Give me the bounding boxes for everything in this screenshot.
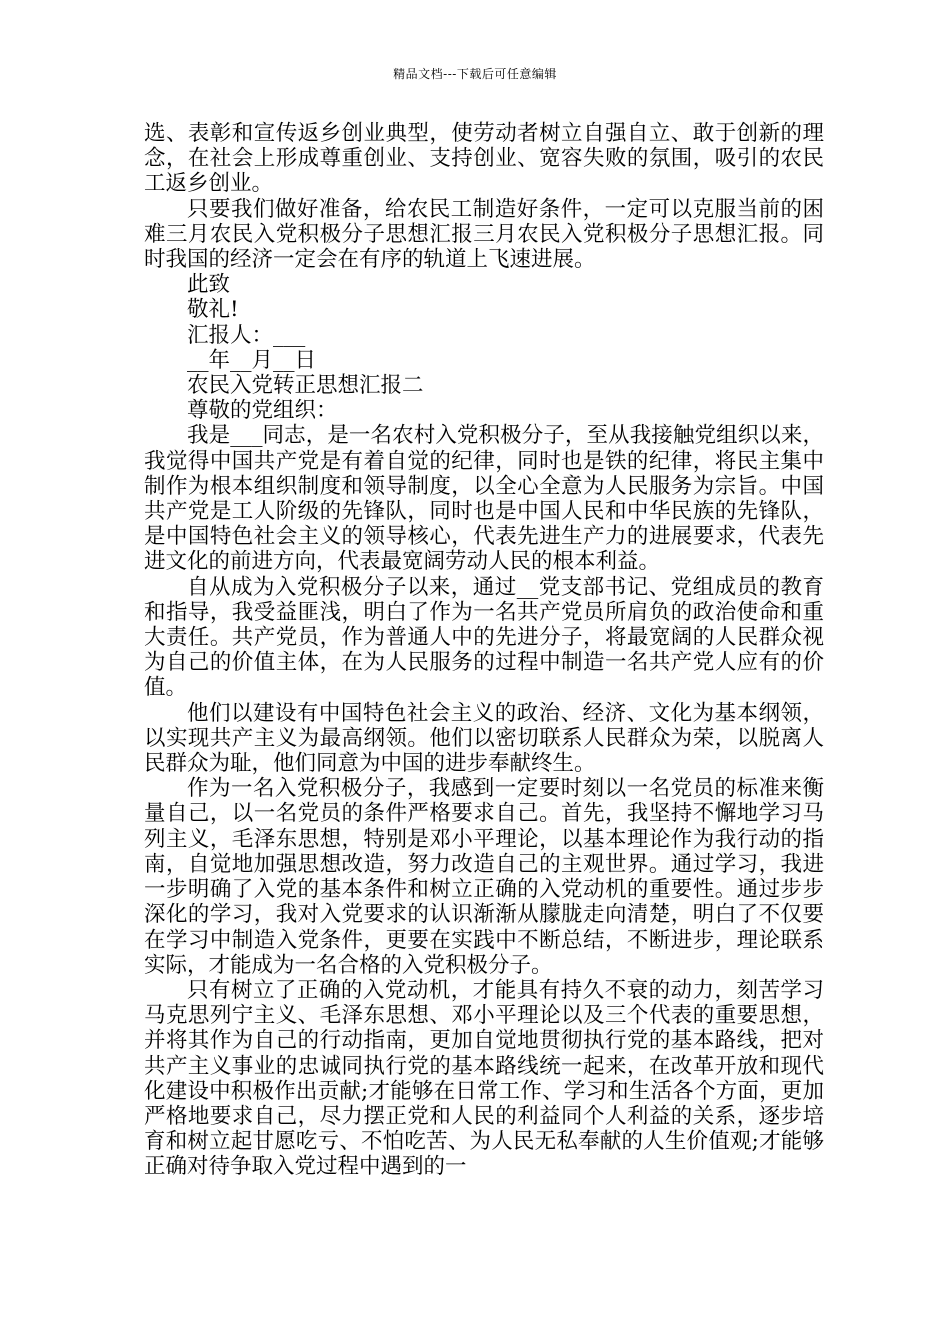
salutation-closing: 此致 xyxy=(187,272,231,298)
salutation-regards: 敬礼! xyxy=(187,297,239,323)
salutation-opening: 尊敬的党组织： xyxy=(187,398,338,424)
page-header: 精品文档---下载后可任意编辑 xyxy=(393,67,557,81)
paragraph: 作为一名入党积极分子，我感到一定要时刻以一名党员的标准来衡量自己，以一名党员的条件严格要求自己。首先，我坚持不懈地学习马列主义，毛泽东思想，特别是邓小平理论，以基本理论作为我行动的指南，自觉地加强思想改造，努力改造自己的主观世界。通过学习，我进一步明确了入党的基本条件和树立正确的入党动机的重要性。通过步步深化的学习，我对入党要求的认识渐渐从朦胧走向清楚，明白了不仅要在学习中制造入党条件，更要在实践中不断总结，不断进步，理论联系实际，才能成为一名合格的入党积极分子。 xyxy=(144,776,824,978)
reporter-signature: 汇报人：___ xyxy=(187,322,306,348)
paragraph: 他们以建设有中国特色社会主义的政治、经济、文化为基本纲领，以实现共产主义为最高纲领。他们以密切联系人民群众为荣，以脱离人民群众为耻，他们同意为中国的进步奉献终生。 xyxy=(144,700,824,777)
paragraph: 我是___同志，是一名农村入党积极分子，至从我接触党组织以来，我觉得中国共产党是有着自觉的纪律，同时也是铁的纪律，将民主集中制作为根本组织制度和领导制度，以全心全意为人民服务为宗旨。中国共产党是工人阶级的先锋队，同时也是中国人民和中华民族的先锋队，是中国特色社会主义的领导核心，代表先进生产力的进展要求，代表先进文化的前进方向，代表最宽阔劳动人民的根本利益。 xyxy=(144,423,824,575)
report-date: __年__月__日 xyxy=(187,347,317,373)
section-title: 农民入党转正思想汇报二 xyxy=(187,373,424,399)
paragraph: 自从成为入党积极分子以来，通过__党支部书记、党组成员的教育和指导，我受益匪浅，明白了作为一名共产党员所肩负的政治使命和重大责任。共产党员，作为普通人中的先进分子，将最宽阔的人民群众视为自己的价值主体，在为人民服务的过程中制造一名共产党人应有的价值。 xyxy=(144,574,824,701)
document-body xyxy=(144,121,824,1180)
paragraph: 选、表彰和宣传返乡创业典型，使劳动者树立自强自立、敢于创新的理念，在社会上形成尊重创业、支持创业、宽容失败的氛围，吸引的农民工返乡创业。 xyxy=(144,121,824,197)
paragraph: 只有树立了正确的入党动机，才能具有持久不衰的动力，刻苦学习马克思列宁主义、毛泽东思想、邓小平理论以及三个代表的重要思想，并将其作为自己的行动指南，更加自觉地贯彻执行党的基本路线，把对共产主义事业的忠诚同执行党的基本路线统一起来，在改革开放和现代化建设中积极作出贡献;才能够在日常工作、学习和生活各个方面，更加严格地要求自己，尽力摆正党和人民的利益同个人利益的关系，逐步培育和树立起甘愿吃亏、不怕吃苦、为人民无私奉献的人生价值观;才能够正确对待争取入党过程中遇到的一 xyxy=(144,977,824,1180)
paragraph: 只要我们做好准备，给农民工制造好条件，一定可以克服当前的困难三月农民入党积极分子思想汇报三月农民入党积极分子思想汇报。同时我国的经济一定会在有序的轨道上飞速进展。 xyxy=(144,196,824,273)
